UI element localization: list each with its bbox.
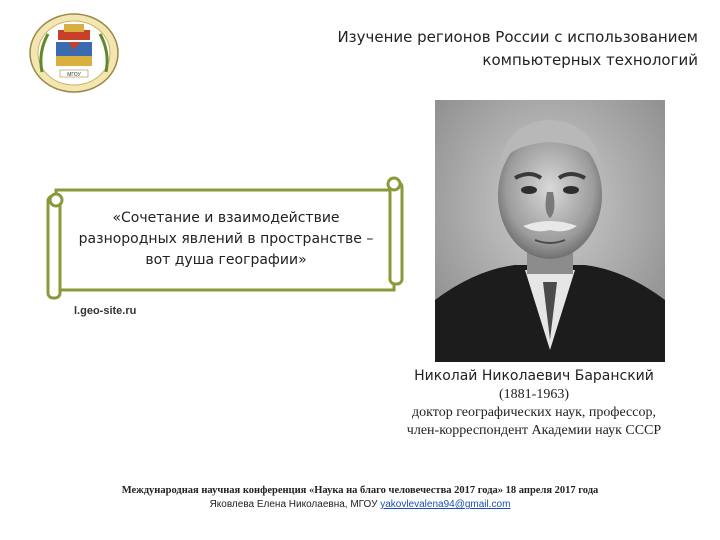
person-name: Николай Николаевич Баранский xyxy=(414,368,654,384)
site-watermark: l.geo-site.ru xyxy=(74,305,137,317)
footer xyxy=(0,484,720,512)
portrait-caption xyxy=(376,366,692,440)
quote-line-3: вот душа географии» xyxy=(145,252,307,268)
person-title-2: член-корреспондент Академии наук СССР xyxy=(406,423,662,438)
conference-line: Международная научная конференция «Наука на благо человечества 2017 года» 18 апреля 2017 года xyxy=(121,485,599,496)
author-name: Яковлева Елена Николаевна, МГОУ xyxy=(209,499,381,510)
author-email-link[interactable]: yakovlevalena94@gmail.com xyxy=(380,499,511,510)
person-years: (1881-1963) xyxy=(499,387,569,402)
portrait-photo-icon xyxy=(435,100,665,362)
author-line xyxy=(0,498,720,512)
quote-text xyxy=(68,208,384,271)
university-emblem-icon xyxy=(28,12,120,94)
page-title xyxy=(258,26,698,72)
title-line-2: компьютерных технологий xyxy=(482,51,698,69)
logo-text: МГОУ xyxy=(67,72,81,78)
quote-line-1: «Сочетание и взаимодействие xyxy=(112,210,340,226)
quote-line-2: разнородных явлений в пространстве – xyxy=(78,231,374,247)
title-line-1: Изучение регионов России с использованием xyxy=(337,28,698,46)
person-title-1: доктор географических наук, профессор, xyxy=(412,405,656,420)
